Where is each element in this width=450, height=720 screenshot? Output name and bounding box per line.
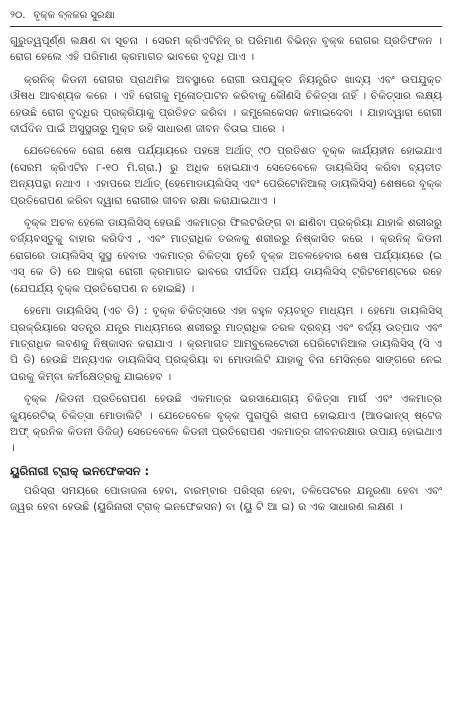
paragraph-early-treatment: କ୍ରନିକ୍ କିଡନୀ ରୋଗର ପ୍ରାଥମିକ ଅବସ୍ଥାରେ ରୋଗୀ ଉପଯୁକ୍ତ ନିୟନ୍ତ୍ରିତ ଖାଦ୍ୟ ଏବଂ ଉପଯୁକ୍ତ ଔଷଧ ଆବଶ୍ୟକ କରେ । ଏହି ରୋଗକୁ ମୂଳୋତ୍ପାଟନ କରିବାକୁ କୌଣସି ଚିକିତ୍ସା ନାହିଁ । ଚିକିତ୍ସାର ଲକ୍ଷ୍ୟ ହେଉଛି ରୋଗ ବୃଦ୍ଧିର ପ୍ରକ୍ରିୟାକୁ ପ୍ରତିହତ କରିବା । କମ୍ପ୍ଲେକେସନ କମାଇଦେବା । ଯାହାଦ୍ୱାରା ରୋଗୀ ଦୀର୍ଘଦିନ ପାଇଁ ଅସୁସ୍ଥତାରୁ ମୁକ୍ତ ରହି ସାଧାରଣ ଜୀବନ ବିତାଇ ପାରେ ।	[10, 73, 442, 136]
page-number: ୨୦.	[10, 9, 26, 21]
paragraph-end-stage: ଯେତେବେଳେ ରୋଗ ଶେଷ ପର୍ଯ୍ୟାୟରେ ପହଞ୍ଚେ ଅର୍ଥାତ୍ ୯୦ ପ୍ରତିଶତ ବୃକ୍କ କାର୍ଯ୍ୟହୀନ ହୋଇଯାଏ (ସେରମ କ୍ରିଏଟିନ ୮-୧୦ ମି.ଗ୍ରା.) ରୁ ଅଧିକ ହୋଇଯାଏ ସେତେବେଳେ ଡାୟଲିସିସ୍ କରିବା ବ୍ୟତୀତ ଅନ୍ୟପନ୍ଥା ନଥାଏ । ଏହାପରେ ଅର୍ଥାତ୍ (ହେମୋଡାୟଲିସିସ୍ ଏବଂ ପେରିଟୋନିଆଲ୍ ଡାୟଲିସିସ୍) ଶେଷରେ ବୃକ୍କ ପ୍ରତିରୋପଣ କରିବା ଦ୍ୱାରା ରୋଗୀର ଜୀବନ ରକ୍ଷା କରାଯାଇଥାଏ ।	[10, 145, 442, 207]
paragraph-uti: ପରିସ୍ରା ସମୟରେ ପୋଡାଜଳା ହେବା, ବାରମ୍ବାର ପରିସ୍ରା ହେବା, ତଳିପେଟରେ ଯନ୍ତ୍ରଣା ହେବା ଏବଂ ଜ୍ୱର ହେବା ହେଉଛି (ୟୁରିନାରୀ ଟ୍ରାକ୍ ଇନଫେକସନ) ବା (ୟୁ ଟି ଆ ଇ) ର ଏକ ସାଧାରଣ ଲକ୍ଷଣ ।	[10, 484, 442, 514]
paragraph-hemodialysis: ହେମୋ ଡାୟଲିସିସ୍ (ଏଚ ଡି) : ବୃକ୍କ ଚିକିତ୍ସାରେ ଏହା ବହୁଳ ବ୍ୟବହୃତ ମାଧ୍ୟମ । ହେମୋ ଡାୟଲିସିସ୍ ପ୍ରକ୍ରିୟାରେ ସତନ୍ତ୍ର ଯନ୍ତ୍ର ମାଧ୍ୟମରେ ଶରୀରରୁ ମାତ୍ରାଧିକ ତରଳ ଦ୍ରବ୍ୟ ଏବଂ ବର୍ଜ୍ୟ ଉତ୍ପାଦ ଏବଂ ମାତ୍ରାଧିକ ଲବଣକୁ ନିଷ୍କାସନ କରାଯାଏ । କ୍ରମାଗତ ଆମ୍ବୁଲେଟୋରୀ ପେରିଟୋନିଆଲ ଡାୟଲିସିସ୍ (ସି ଏ ପି ଡି) ହେଉଛି ଅନ୍ୟଏକ ଡାୟଲିସିସ୍ ପ୍ରକ୍ରିୟା ବା ମୋଡାଲିଟି ଯାହାକୁ ବିନା ମେସିନ୍‌ରେ ସାଙ୍ଗରେ ନେଇ ଘରକୁ କିମ୍ବା କର୍ମକ୍ଷେତ୍ରକୁ ଯାଇହେବ ।	[10, 305, 442, 383]
paragraph-dialysis: ବୃକ୍କ ଅଚଳ ହେଲେ ଡାୟଲିସିସ୍ ହେଉଛି ଏକମାତ୍ର ଫିଲଟରିଙ୍ଗ ବା ଛାଣିବା ପ୍ରକ୍ରିୟା ଯାହାକି ଶରୀରରୁ ବର୍ଜ୍ୟବସ୍ତୁକୁ ବାହାର କରିଦିଏ , ଏବଂ ମାତ୍ରାଧିକ ତରଳକୁ ଶରୀରରୁ ନିଷ୍କାସିତ କରେ । କ୍ରନିକ୍ କିଡନୀ ରୋଗରେ ଡାୟଲିସିସ୍ ସୁସ୍ଥ ହେବାର ଏକମାତ୍ର ଚିକିତ୍ସା ନୁହେଁ ବୃକ୍କ ଅଚଳହେବାର ଶେଷ ପର୍ଯ୍ୟାୟରେ (ଇ ଏସ୍ କେ ଡି) ରେ ଆକ୍ରା ରୋଗୀ କ୍ରମାଗତ ଭାବରେ ଦୀର୍ଘଦିନ ପର୍ଯ୍ୟ ଡାୟଲିସିସ୍ ଟ୍ରିଟମେଣ୍ଟରେ ରହେ (ଯେପର୍ଯ୍ୟ ବୃକ୍କ ପ୍ରତିରୋପଣ ନ ହୋଇଛି) ।	[10, 217, 442, 295]
paragraph-serum-creatinine: ଗୁରୁତ୍ୱପୂର୍ଣ୍ଣ ଲକ୍ଷଣ ବା ସୂଚନା । ସେରମ କ୍ରିଏଟିନିନ୍ ର ପରିମାଣ ବିଭିନ୍ନ ବୃକ୍କ ରୋଗର ପ୍ରତିଫଳନ । ରୋଗ ହେଲେ ଏହି ପରିମାଣ କ୍ରମାଗତ ଭାବରେ ବୃଦ୍ଧି ପାଏ ।	[10, 35, 442, 64]
body-text	[10, 33, 442, 516]
paragraph-transplant: ବୃକ୍କ /କିଡନୀ ପ୍ରତିରୋପଣ ହେଉଛି ଏକମାତ୍ର ଭରସାଯୋଗ୍ୟ ଚିକିତ୍ସା ମାର୍ଗ ଏବଂ ଏକମାତ୍ର କ୍ୟୁରେଟିଭ୍ ଚିକିତ୍ସା ମୋଡାଲିଟି । ଯେତେବେଳେ ବୃକ୍କ ପୁରାପୁରି ଖରାପ ହୋଇଯାଏ (ଆଡଭାନ୍ସ୍ ଷ୍ଟେଜ ଅଫ୍ କ୍ରନିକ କିଡନୀ ଡିଜିଜ୍) ସେତେବେଳେ କିଡନୀ ପ୍ରତିରୋପଣ ଏକମାତ୍ର ଜୀବନରକ୍ଷାର ଉପାୟ ହୋଇଥାଏ ।	[10, 393, 442, 455]
running-header	[10, 4, 442, 27]
book-title: ବୃକ୍କ ବ୍ଳକର ସୁରକ୍ଷା	[33, 9, 115, 21]
section-heading-uti: ୟୁରିନାରୀ ଟ୍ରାକ୍ ଇନଫେକସନ :	[10, 463, 150, 478]
